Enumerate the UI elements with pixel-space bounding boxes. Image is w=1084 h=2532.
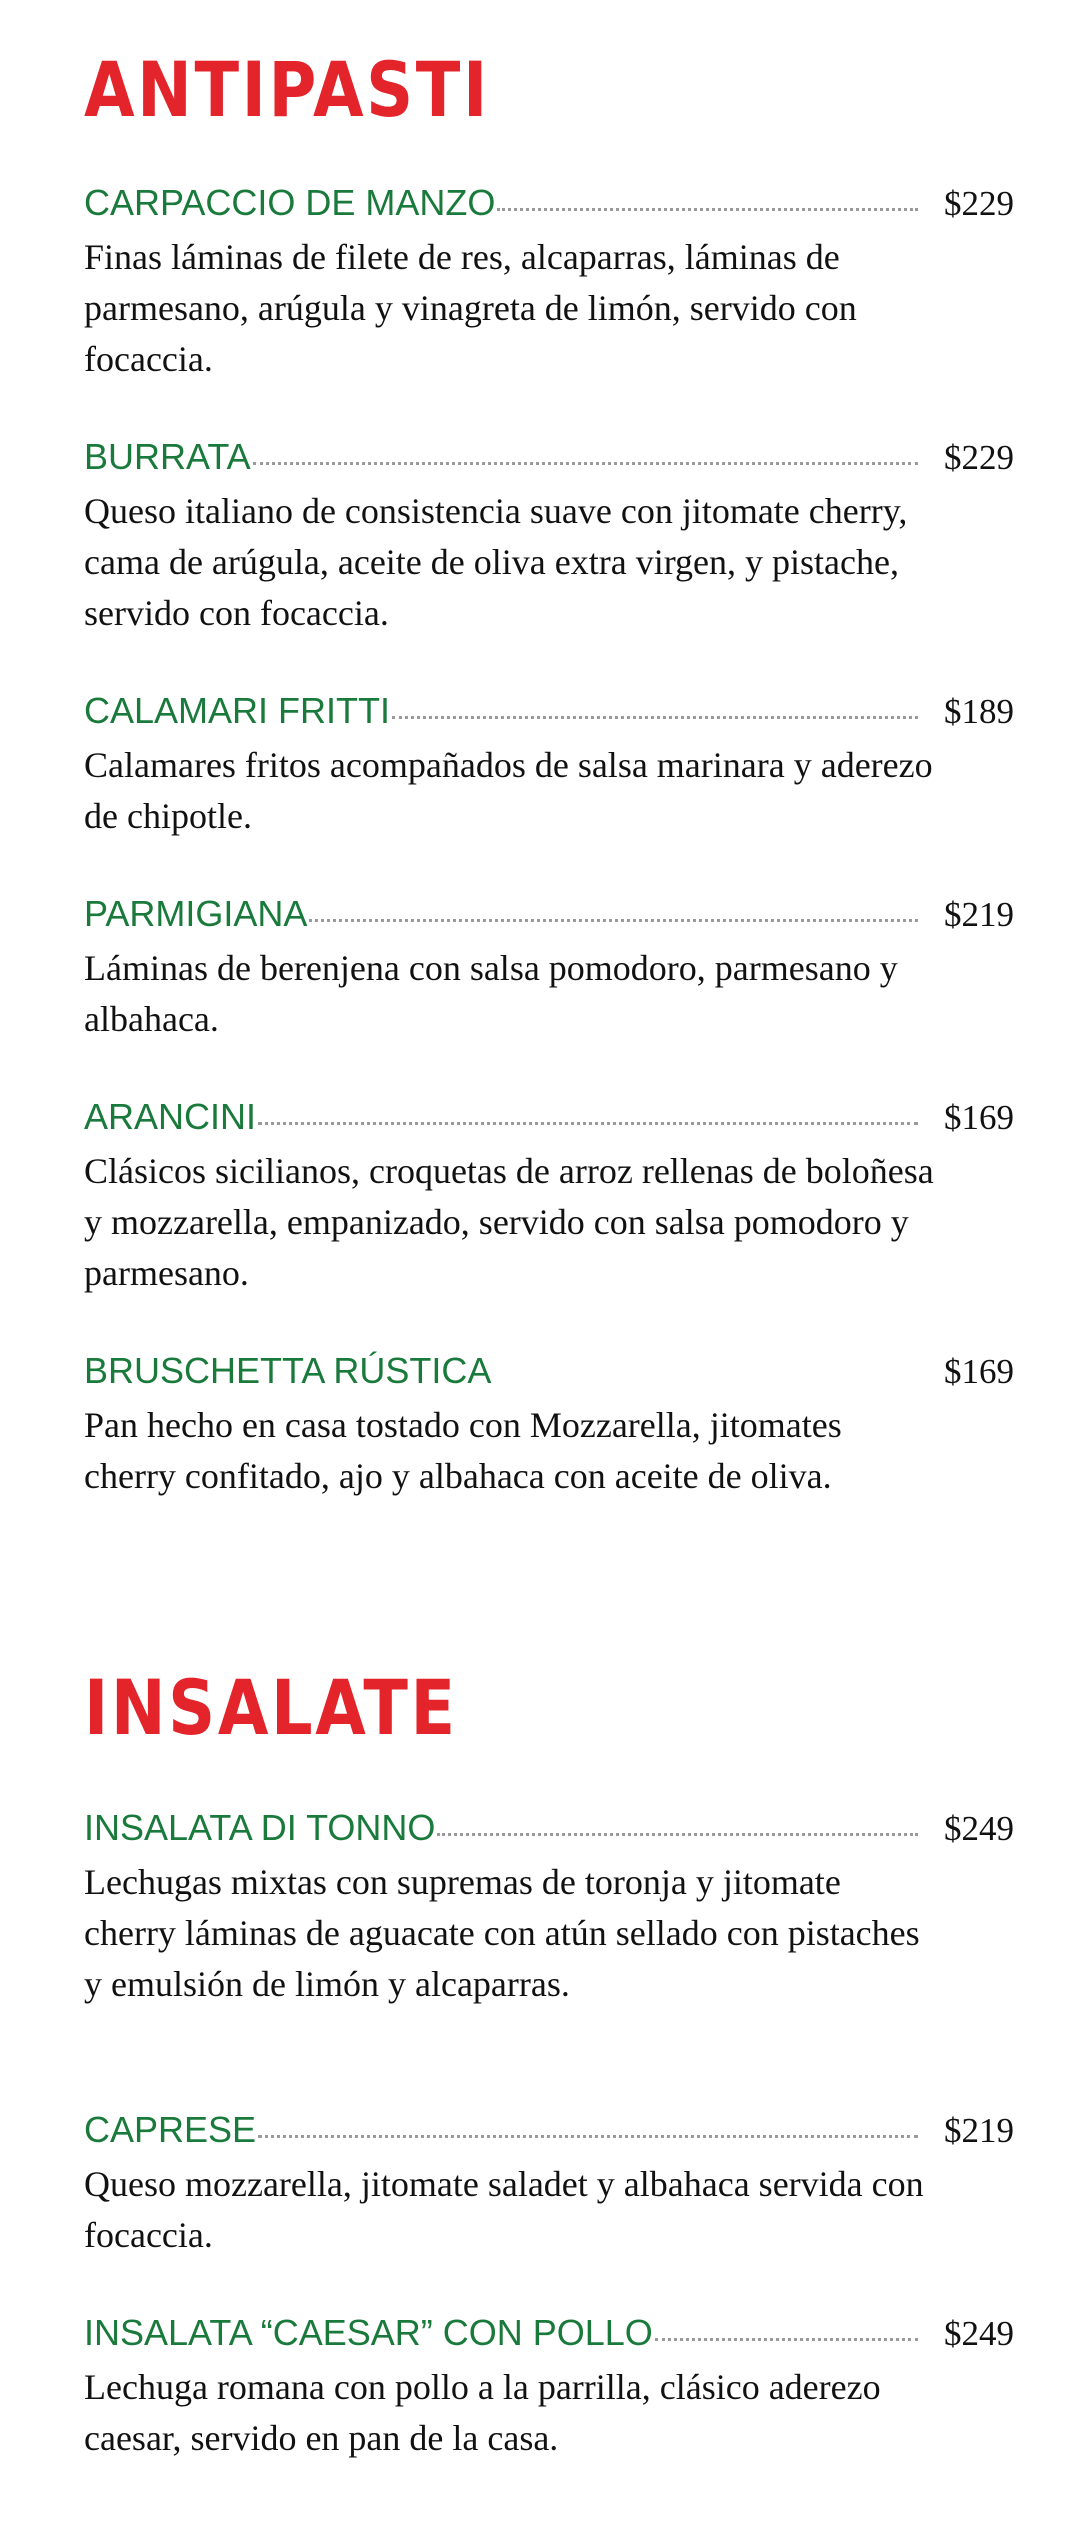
menu-item-name: CALAMARI FRITTI <box>84 690 391 731</box>
dotted-leader <box>655 2338 918 2341</box>
menu-item-header <box>84 182 1014 232</box>
menu-item-header <box>84 2312 1014 2362</box>
menu-item-price: $169 <box>944 1352 1014 1391</box>
section-title-insalate: INSALATE <box>84 1663 458 1752</box>
menu-item-name: CARPACCIO DE MANZO <box>84 182 496 223</box>
menu-item-insalata-di-tonno <box>84 1807 1014 2010</box>
dotted-leader <box>392 716 918 719</box>
dotted-leader <box>258 1122 918 1125</box>
menu-item-description: Queso italiano de consistencia suave con jitomate cherry, cama de arúgula, aceite de oliva extra virgen, y pistache, servido con focaccia. <box>84 491 908 633</box>
menu-item-insalata-caesar-con-pollo <box>84 2312 1014 2464</box>
dotted-leader <box>258 2135 918 2138</box>
menu-item-parmigiana <box>84 893 1014 1045</box>
menu-item-description: Finas láminas de filete de res, alcaparras, láminas de parmesano, arúgula y vinagreta de limón, servido con focaccia. <box>84 237 857 379</box>
menu-item-price: $189 <box>944 692 1014 731</box>
menu-item-price: $219 <box>944 895 1014 934</box>
dotted-leader <box>309 919 918 922</box>
menu-item-header <box>84 436 1014 486</box>
dotted-leader <box>437 1833 918 1836</box>
menu-item-carpaccio <box>84 182 1014 385</box>
menu-item-caprese <box>84 2109 1014 2261</box>
menu-item-bruschetta-rustica <box>84 1350 1014 1502</box>
section-title-antipasti: ANTIPASTI <box>84 45 490 134</box>
menu-item-name: INSALATA DI TONNO <box>84 1807 436 1848</box>
menu-item-description: Clásicos sicilianos, croquetas de arroz rellenas de boloñesa y mozzarella, empanizado, servido con salsa pomodoro y parmesano. <box>84 1151 934 1293</box>
menu-item-description: Lechuga romana con pollo a la parrilla, clásico aderezo caesar, servido en pan de la casa. <box>84 2367 881 2458</box>
menu-item-burrata <box>84 436 1014 639</box>
dotted-leader <box>253 462 918 465</box>
menu-item-calamari-fritti <box>84 690 1014 842</box>
menu-item-description: Láminas de berenjena con salsa pomodoro, parmesano y albahaca. <box>84 948 898 1039</box>
menu-item-name: INSALATA “CAESAR” CON POLLO <box>84 2312 653 2353</box>
leader-spacer <box>493 1376 918 1379</box>
menu-item-header <box>84 1096 1014 1146</box>
menu-item-name: PARMIGIANA <box>84 893 308 934</box>
menu-item-description: Pan hecho en casa tostado con Mozzarella, jitomates cherry confitado, ajo y albahaca con aceite de oliva. <box>84 1405 842 1496</box>
menu-item-header <box>84 2109 1014 2159</box>
menu-item-description: Calamares fritos acompañados de salsa marinara y aderezo de chipotle. <box>84 745 933 836</box>
menu-item-header <box>84 1807 1014 1857</box>
menu-item-header <box>84 690 1014 740</box>
menu-item-price: $229 <box>944 438 1014 477</box>
menu-item-price: $249 <box>944 2314 1014 2353</box>
menu-item-description: Queso mozzarella, jitomate saladet y albahaca servida con focaccia. <box>84 2164 924 2255</box>
menu-item-name: BURRATA <box>84 436 251 477</box>
menu-item-price: $169 <box>944 1098 1014 1137</box>
menu-item-arancini <box>84 1096 1014 1299</box>
menu-item-header <box>84 1350 1014 1400</box>
menu-item-price: $219 <box>944 2111 1014 2150</box>
menu-item-name: BRUSCHETTA RÚSTICA <box>84 1350 492 1391</box>
menu-item-name: CAPRESE <box>84 2109 257 2150</box>
menu-item-description: Lechugas mixtas con supremas de toronja y jitomate cherry láminas de aguacate con atún sellado con pistaches y emulsión de limón y alcaparras. <box>84 1862 920 2004</box>
menu-item-price: $229 <box>944 184 1014 223</box>
menu-item-name: ARANCINI <box>84 1096 257 1137</box>
dotted-leader <box>497 208 918 211</box>
menu-item-header <box>84 893 1014 943</box>
menu-item-price: $249 <box>944 1809 1014 1848</box>
